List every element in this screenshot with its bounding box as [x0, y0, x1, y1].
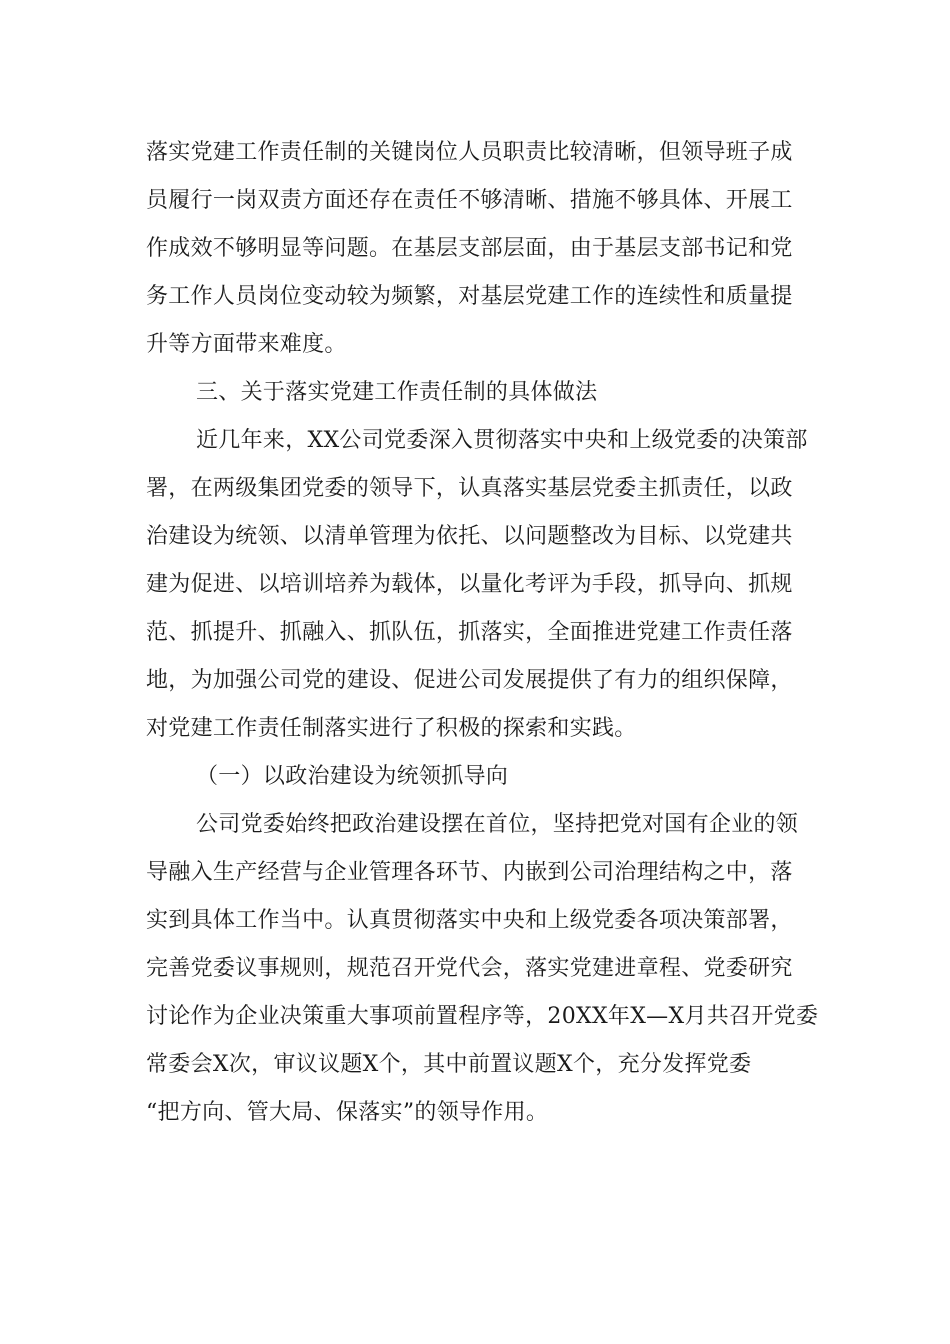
body-text-line: 讨论作为企业决策重大事项前置程序等，20XX年X—X月共召开党委	[146, 1004, 819, 1029]
body-text-line: 公司党委始终把政治建设摆在首位，坚持把党对国有企业的领	[196, 812, 799, 837]
body-text-line: 地，为加强公司党的建设、促进公司发展提供了有力的组织保障，	[146, 668, 793, 693]
body-text-line: 署，在两级集团党委的领导下，认真落实基层党委主抓责任，以政	[146, 476, 793, 501]
body-text-line: 对党建工作责任制落实进行了积极的探索和实践。	[146, 716, 637, 741]
body-text-line: 员履行一岗双责方面还存在责任不够清晰、措施不够具体、开展工	[146, 188, 793, 213]
body-text-line: 导融入生产经营与企业管理各环节、内嵌到公司治理结构之中，落	[146, 860, 793, 885]
body-text-line: 治建设为统领、以清单管理为依托、以问题整改为目标、以党建共	[146, 524, 793, 549]
body-text-line: 升等方面带来难度。	[146, 332, 347, 357]
body-text-line: 实到具体工作当中。认真贯彻落实中央和上级党委各项决策部署，	[146, 908, 793, 933]
body-text-line: 近几年来，XX公司党委深入贯彻落实中央和上级党委的决策部	[196, 428, 808, 453]
body-text-line: 建为促进、以培训培养为载体，以量化考评为手段，抓导向、抓规	[146, 572, 793, 597]
body-text-line: 落实党建工作责任制的关键岗位人员职责比较清晰，但领导班子成	[146, 140, 793, 165]
body-text-line: 作成效不够明显等问题。在基层支部层面，由于基层支部书记和党	[146, 236, 793, 261]
body-text-line: 范、抓提升、抓融入、抓队伍，抓落实，全面推进党建工作责任落	[146, 620, 793, 645]
body-text-line: 完善党委议事规则，规范召开党代会，落实党建进章程、党委研究	[146, 956, 793, 981]
body-text-line: 务工作人员岗位变动较为频繁，对基层党建工作的连续性和质量提	[146, 284, 793, 309]
subsection-heading: （一）以政治建设为统领抓导向	[196, 764, 509, 789]
body-text-line: “把方向、管大局、保落实”的领导作用。	[146, 1100, 549, 1125]
section-heading: 三、关于落实党建工作责任制的具体做法	[196, 380, 598, 405]
body-text-line: 常委会X次，审议议题X个，其中前置议题X个，充分发挥党委	[146, 1052, 752, 1077]
